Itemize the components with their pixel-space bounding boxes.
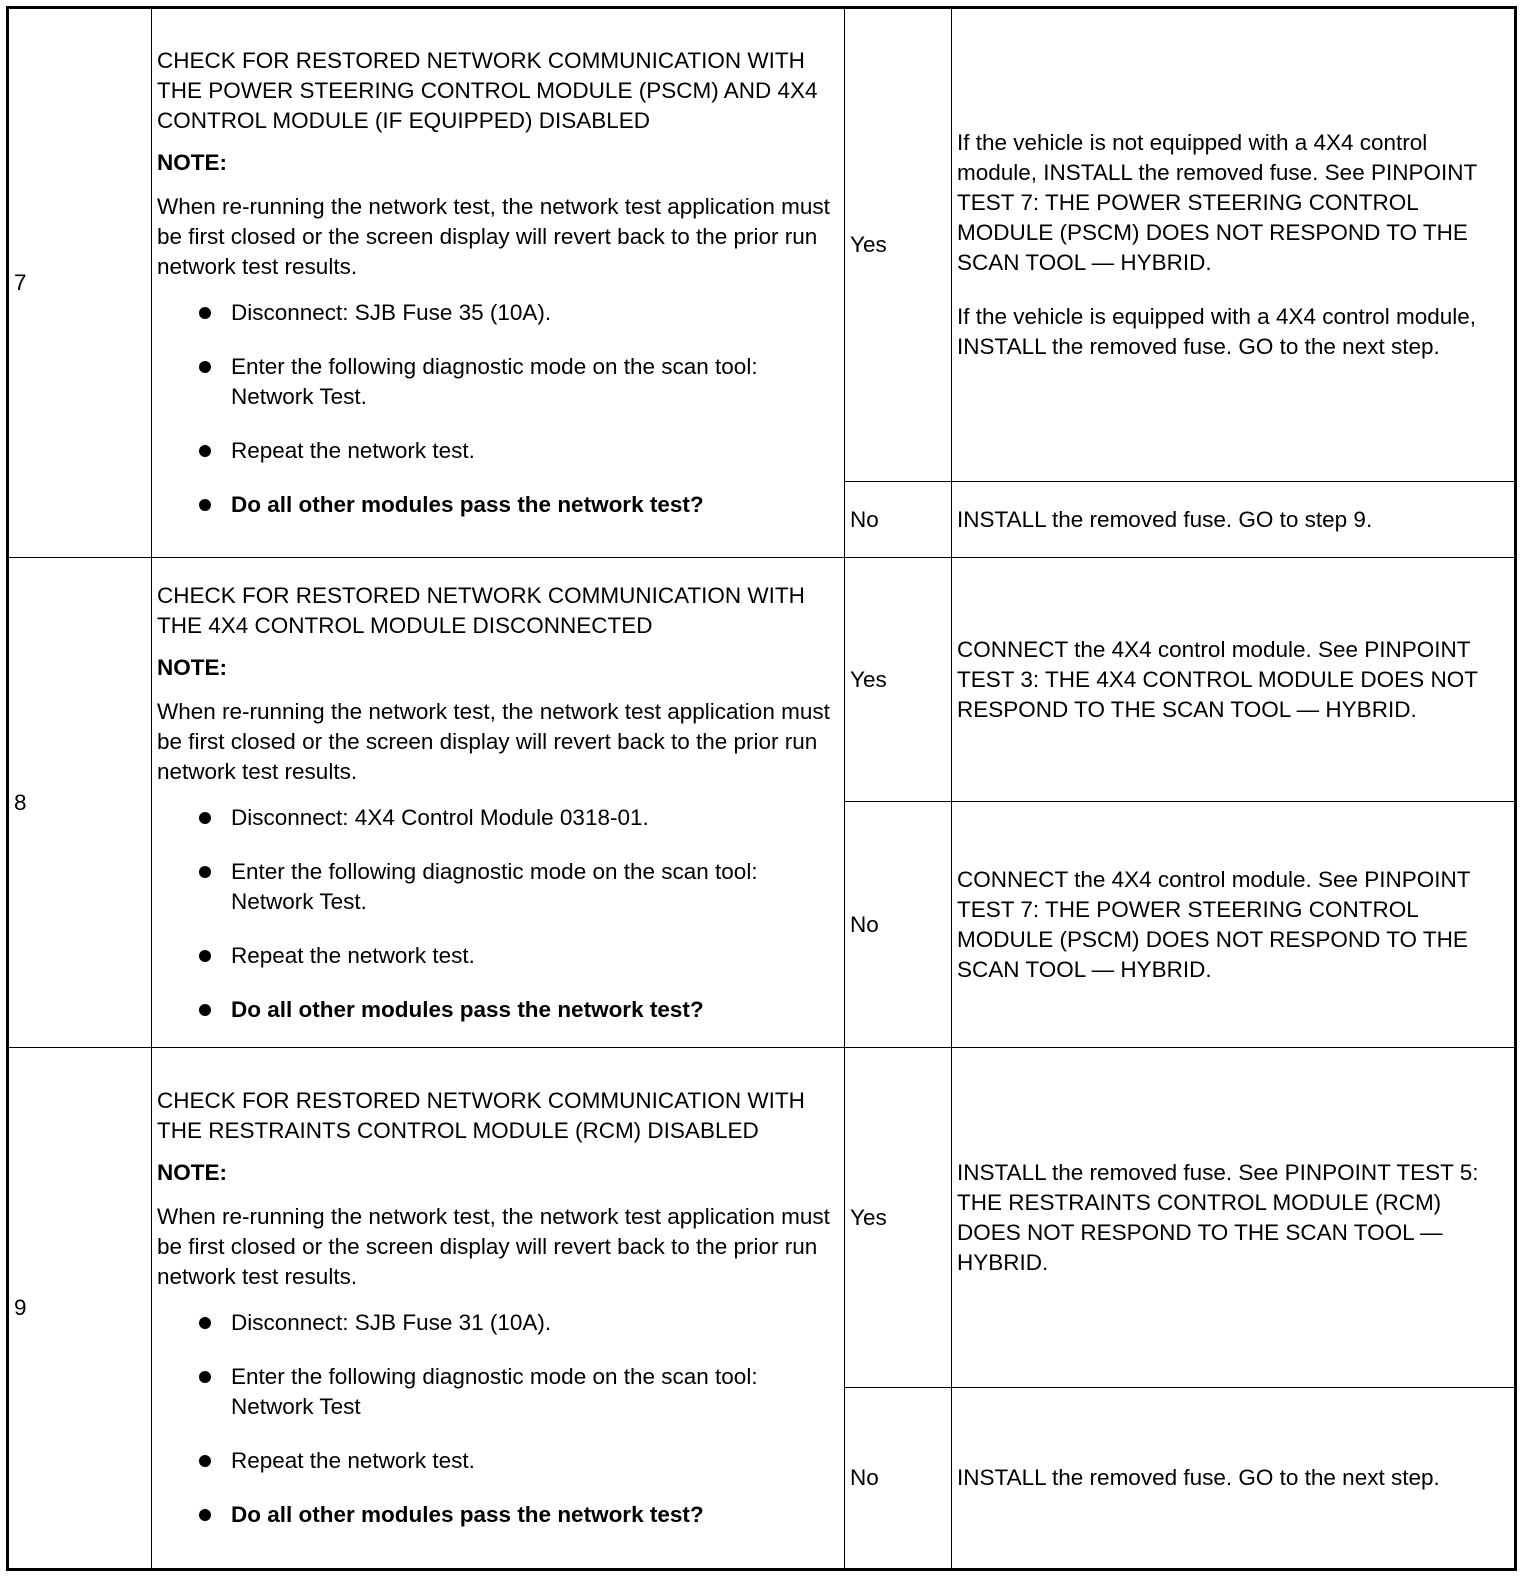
bullet-icon <box>199 1455 211 1467</box>
note-label: NOTE: <box>157 654 227 680</box>
pinpoint-test-table <box>6 6 1517 1571</box>
step-action-cell <box>152 8 845 558</box>
bullet-icon <box>199 1509 211 1521</box>
bullet-icon <box>199 812 211 824</box>
result-no <box>952 482 1516 558</box>
note-text: When re-running the network test, the network test application must be first closed or the screen display will revert back to the prior run network test results. <box>157 698 830 784</box>
bullet-icon <box>199 499 211 511</box>
result-text: INSTALL the removed fuse. See PINPOINT TEST 5: THE RESTRAINTS CONTROL MODULE (RCM) DOES NOT RESPOND TO THE SCAN TOOL — HYBRID. <box>957 1159 1479 1275</box>
step-number: 7 <box>8 8 152 558</box>
bullet-icon <box>199 1317 211 1329</box>
bullet-icon <box>199 1004 211 1016</box>
action-item: Enter the following diagnostic mode on the scan tool: Network Test <box>199 1362 839 1422</box>
action-list <box>157 1308 839 1530</box>
result-text: CONNECT the 4X4 control module. See PINPOINT TEST 3: THE 4X4 CONTROL MODULE DOES NOT RESPOND TO THE SCAN TOOL — HYBRID. <box>957 636 1478 722</box>
step-heading: CHECK FOR RESTORED NETWORK COMMUNICATION WITH THE RESTRAINTS CONTROL MODULE (RCM) DISABLED <box>157 1088 805 1143</box>
action-question: Do all other modules pass the network test? <box>199 490 839 520</box>
result-yes <box>952 8 1516 482</box>
answer-yes: Yes <box>845 1048 952 1388</box>
action-question: Do all other modules pass the network test? <box>199 1500 839 1530</box>
note-label: NOTE: <box>157 150 227 175</box>
note-text: When re-running the network test, the network test application must be first closed or the screen display will revert back to the prior run network test results. <box>157 194 830 279</box>
answer-no: No <box>845 802 952 1048</box>
result-no <box>952 802 1516 1048</box>
result-text: INSTALL the removed fuse. GO to step 9. <box>957 506 1373 532</box>
result-text: INSTALL the removed fuse. GO to the next step. <box>957 1465 1440 1490</box>
action-item: Repeat the network test. <box>199 941 839 971</box>
action-list <box>157 298 839 520</box>
result-yes <box>952 558 1516 802</box>
step-heading: CHECK FOR RESTORED NETWORK COMMUNICATION WITH THE 4X4 CONTROL MODULE DISCONNECTED <box>157 582 805 638</box>
action-item: Repeat the network test. <box>199 436 839 466</box>
action-list <box>157 803 839 1025</box>
result-text: If the vehicle is not equipped with a 4X4 control module, INSTALL the removed fuse. See PINPOINT TEST 7: THE POWER STEERING CONTROL MODULE (PSCM) DOES NOT RESPOND TO THE SCAN TOOL — HYBRID. <box>957 130 1477 275</box>
note-label: NOTE: <box>157 1160 227 1185</box>
action-question: Do all other modules pass the network test? <box>199 995 839 1025</box>
action-item: Disconnect: SJB Fuse 35 (10A). <box>199 298 839 328</box>
bullet-icon <box>199 950 211 962</box>
bullet-icon <box>199 445 211 457</box>
bullet-icon <box>199 866 211 878</box>
result-text: If the vehicle is equipped with a 4X4 control module, INSTALL the removed fuse. GO to the next step. <box>957 304 1477 359</box>
bullet-icon <box>199 361 211 373</box>
step-heading: CHECK FOR RESTORED NETWORK COMMUNICATION WITH THE POWER STEERING CONTROL MODULE (PSCM) AND 4X4 CONTROL MODULE (IF EQUIPPED) DISABLED <box>157 48 818 133</box>
result-text: CONNECT the 4X4 control module. See PINPOINT TEST 7: THE POWER STEERING CONTROL MODULE (PSCM) DOES NOT RESPOND TO THE SCAN TOOL — HYBRID. <box>957 866 1471 982</box>
answer-yes: Yes <box>845 8 952 482</box>
step-action-cell <box>152 558 845 1048</box>
result-no <box>952 1388 1516 1570</box>
step-row-8-yes <box>8 558 1516 802</box>
step-row-9-yes <box>8 1048 1516 1388</box>
step-number: 8 <box>8 558 152 1048</box>
bullet-icon <box>199 307 211 319</box>
result-yes <box>952 1048 1516 1388</box>
step-number: 9 <box>8 1048 152 1570</box>
action-item: Enter the following diagnostic mode on the scan tool: Network Test. <box>199 857 839 917</box>
bullet-icon <box>199 1371 211 1383</box>
answer-no: No <box>845 1388 952 1570</box>
step-row-7-yes <box>8 8 1516 482</box>
action-item: Enter the following diagnostic mode on the scan tool: Network Test. <box>199 352 839 412</box>
action-item: Disconnect: SJB Fuse 31 (10A). <box>199 1308 839 1338</box>
answer-yes: Yes <box>845 558 952 802</box>
note-text: When re-running the network test, the network test application must be first closed or the screen display will revert back to the prior run network test results. <box>157 1204 830 1289</box>
action-item: Repeat the network test. <box>199 1446 839 1476</box>
action-item: Disconnect: 4X4 Control Module 0318-01. <box>199 803 839 833</box>
answer-no: No <box>845 482 952 558</box>
step-action-cell <box>152 1048 845 1570</box>
